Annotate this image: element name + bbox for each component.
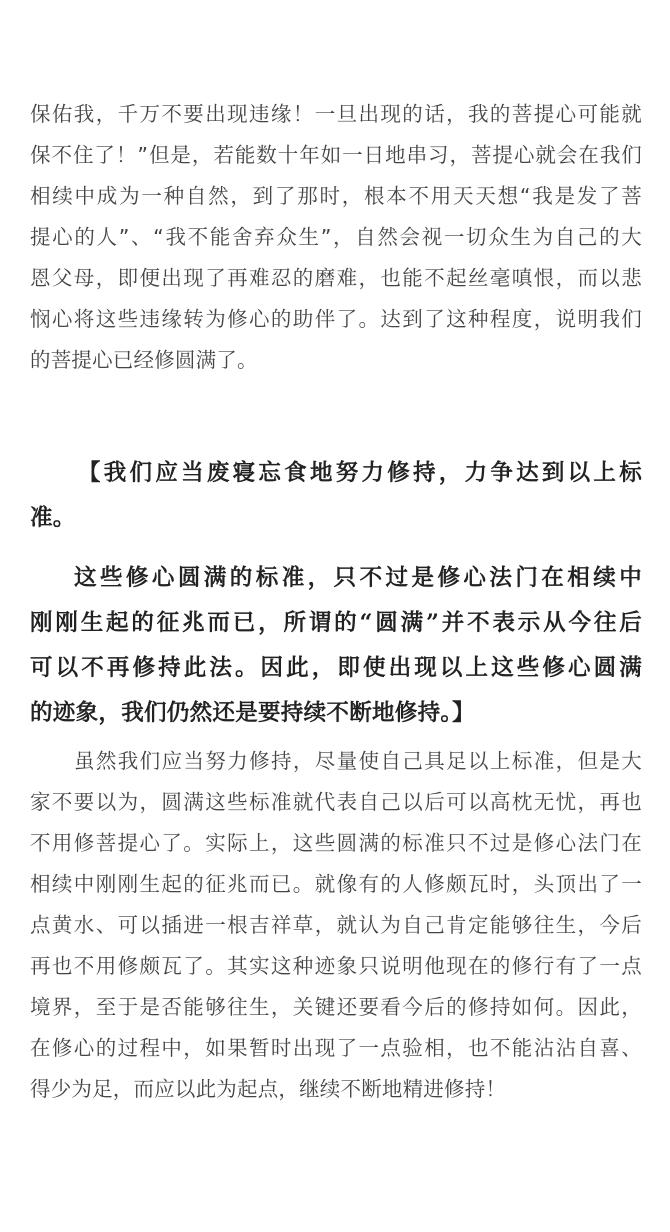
bold-heading-line: 【我们应当废寝忘食地努力修持，力争达到以上标 <box>78 460 642 486</box>
bold-paragraph-line: 的迹象，我们仍然还是要持续不断地修持。】 <box>30 700 475 726</box>
paragraph-1-line: 恩父母，即便出现了再难忍的磨难，也能不起丝毫嗔恨，而以悲 <box>30 266 642 290</box>
paragraph-2-line: 相续中刚刚生起的征兆而已。就像有的人修颇瓦时，头顶出了一 <box>30 872 642 896</box>
paragraph-2-line: 在修心的过程中，如果暂时出现了一点验相，也不能沾沾自喜、 <box>30 1036 642 1060</box>
bold-paragraph-line: 可以不再修持此法。因此，即使出现以上这些修心圆满 <box>30 655 642 681</box>
paragraph-2-line: 得少为足，而应以此为起点，继续不断地精进修持！ <box>30 1077 507 1101</box>
paragraph-2-line: 家不要以为，圆满这些标准就代表自己以后可以高枕无忧，再也 <box>30 790 642 814</box>
paragraph-1-line: 保佑我，千万不要出现违缘！一旦出现的话，我的菩提心可能就 <box>30 102 642 126</box>
paragraph-2-line: 再也不用修颇瓦了。其实这种迹象只说明他现在的修行有了一点 <box>30 954 642 978</box>
paragraph-1-line: 的菩提心已经修圆满了。 <box>30 348 258 372</box>
paragraph-2-line: 虽然我们应当努力修持，尽量使自己具足以上标准，但是大 <box>74 749 642 773</box>
paragraph-1-line: 悯心将这些违缘转为修心的助伴了。达到了这种程度，说明我们 <box>30 307 642 331</box>
bold-paragraph-line: 刚刚生起的征兆而已，所谓的“圆满”并不表示从今往后 <box>30 610 642 636</box>
paragraph-1-line: 相续中成为一种自然，到了那时，根本不用天天想“我是发了菩 <box>30 184 642 208</box>
bold-heading-line: 准。 <box>30 505 76 531</box>
bold-paragraph-line: 这些修心圆满的标准，只不过是修心法门在相续中 <box>74 565 642 591</box>
paragraph-1-line: 提心的人”、“我不能舍弃众生”，自然会视一切众生为自己的大 <box>30 225 642 249</box>
paragraph-1-line: 保不住了！”但是，若能数十年如一日地串习，菩提心就会在我们 <box>30 143 642 167</box>
paragraph-2-line: 不用修菩提心了。实际上，这些圆满的标准只不过是修心法门在 <box>30 831 642 855</box>
paragraph-2-line: 境界，至于是否能够往生，关键还要看今后的修持如何。因此， <box>30 995 642 1019</box>
paragraph-2-line: 点黄水、可以插进一根吉祥草，就认为自己肯定能够往生，今后 <box>30 913 642 937</box>
